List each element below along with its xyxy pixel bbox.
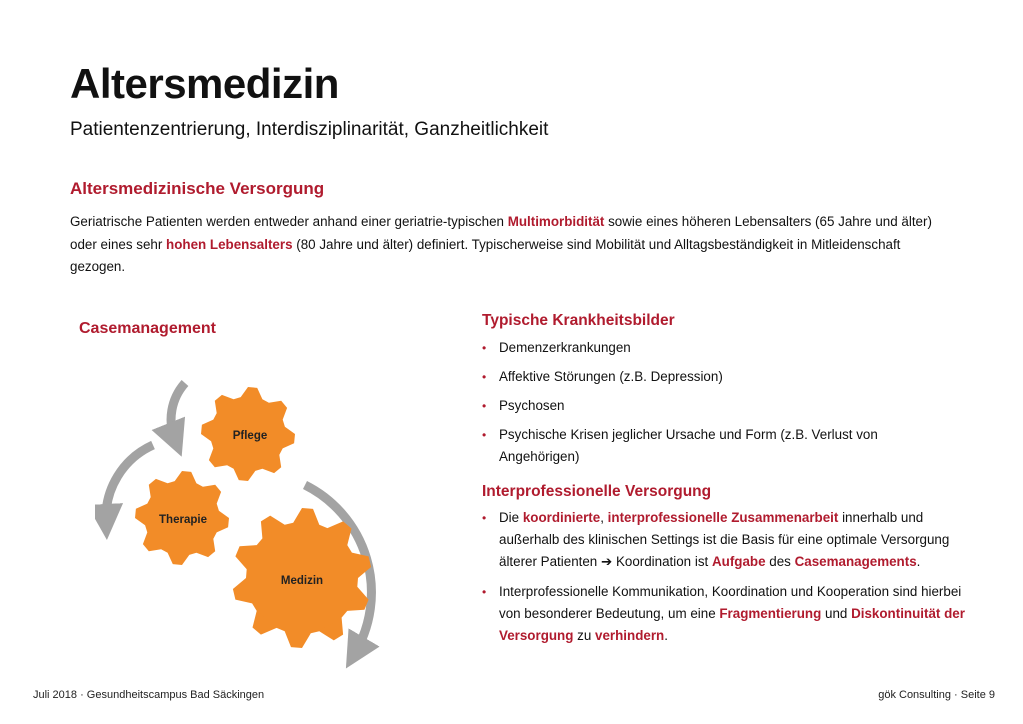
slide-subtitle: Patientenzentrierung, Interdisziplinarität, Ganzheitlichkeit: [70, 119, 549, 140]
footer-left: Juli 2018 · Gesundheitscampus Bad Säckingen: [33, 689, 265, 701]
footer-right: gök Consulting · Seite 9: [878, 689, 995, 701]
list-item: • Demenzerkrankungen: [482, 337, 972, 359]
casemanagement-heading: Casemanagement: [79, 320, 216, 337]
krankheitsbilder-section: [482, 312, 972, 468]
list-item: • Affektive Störungen (z.B. Depression): [482, 366, 972, 388]
list-item: • Psychosen: [482, 395, 972, 417]
versorgung-section: [482, 483, 972, 647]
slide-title: Altersmedizin: [70, 60, 339, 107]
highlight-hohes-lebensalter: hohen Lebensalters: [166, 236, 293, 252]
list-item: • Psychische Krisen jeglicher Ursache und Form (z.B. Verlust von Angehörigen): [482, 424, 929, 468]
arrow-right-icon: ➔: [600, 554, 613, 569]
intro-paragraph: Geriatrische Patienten werden entweder anhand einer geriatrie-typischen Multimorbidität sowie eines höheren Lebensalters (65 Jahre und älter) oder eines sehr hohen Lebensalters (80 Jahre und älter) definiert. Typischerweise sind Mobilität und Alltagsbeständigkeit in Mitleidenschaft gezogen.: [70, 214, 932, 274]
gear-label-pflege: Pflege: [232, 430, 268, 442]
section-heading-versorgung: Altersmedizinische Versorgung: [70, 179, 325, 198]
gear-diagram: [95, 370, 420, 670]
krankheitsbilder-list: [482, 337, 972, 468]
cycle-arrow-top: [171, 383, 185, 440]
list-item: • Interprofessionelle Kommunikation, Koordination und Kooperation sind hierbei von besonderer Bedeutung, um eine Fragmentierung und Diskontinuität der Versorgung zu verhindern.: [482, 581, 972, 647]
highlight-multimorbiditaet: Multimorbidität: [507, 214, 605, 229]
versorgung-list: [482, 507, 972, 647]
gear-label-medizin: Medizin: [280, 575, 324, 587]
list-item: • Die koordinierte, interprofessionelle Zusammenarbeit innerhalb und außerhalb des klinischen Settings ist die Basis für eine optimale Versorgung älterer Patienten ➔ Koordination ist Aufgabe des Casemanagements.: [482, 507, 972, 573]
krankheitsbilder-heading: Typische Krankheitsbilder: [482, 312, 675, 329]
versorgung-heading: Interprofessionelle Versorgung: [482, 483, 712, 500]
gear-label-therapie: Therapie: [159, 514, 207, 526]
